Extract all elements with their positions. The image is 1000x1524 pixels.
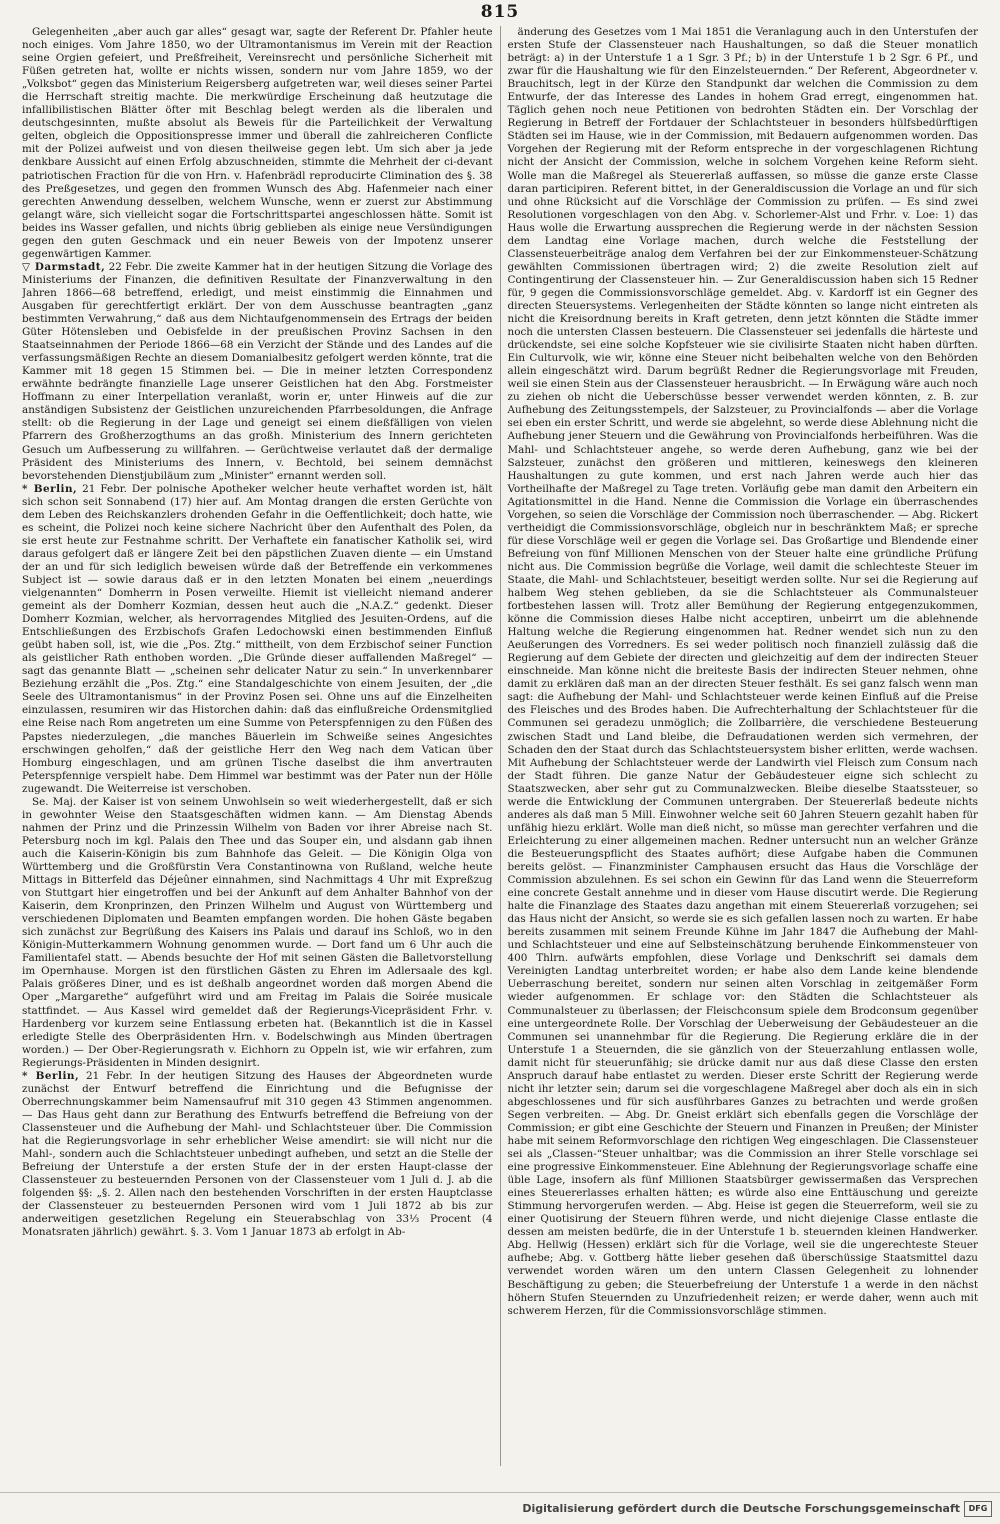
dateline-place: * Berlin, (22, 482, 78, 495)
article-paragraph (22, 261, 493, 483)
left-column (22, 26, 501, 1466)
paragraph-text: 22 Febr. Die zweite Kammer hat in der heutigen Sitzung die Vorlage des Ministeriums der Finanzen, die definitiven Resultate der Finanzverwaltung in den Jahren 1866—68 betreffend, erledigt, und meist einstimmig die Einnahmen und Ausgaben für gerechtfertigt erklärt. Der von dem Ausschusse beantragten „ganz bestimmten Verwahrung,“ daß aus dem Nichtaufgenommensein des Ertrags der beiden Güter Hötensleben und Oebisfelde in der preußischen Provinz Sachsen in den Staatseinnahmen der Periode 1866—68 ein Verzicht der Stände und des Landes auf die verfassungsmäßigen Rechte an diesem Domanialbesitz gefolgert werden könnte, trat die Kammer mit 18 gegen 15 Stimmen bei. — Die in meiner letzten Correspondenz erwähnte bedrängte finanzielle Lage unserer Geistlichen hat den Abg. Forstmeister Hoffmann zu einer Interpellation veranlaßt, worin er, unter Hinweis auf die zur anständigen Subsistenz der Geistlichen unzureichenden Pfarrbesoldungen, die Anfrage stellt: ob die Regierung in der Lage und geneigt sei einem dießfälligen von vielen Pfarrern des Großherzogthums an das großh. Ministerium des Innern gerichteten Gesuch um Aufbesserung zu willfahren. — Gerüchtweise verlautet daß der dermalige Präsident des Ministeriums des Innern, v. Bechtold, bei seinem demnächst bevorstehenden Dienstjubiläum zum „Minister“ ernannt werden soll. (22, 260, 493, 482)
footer (0, 1492, 1000, 1524)
article-paragraph (22, 1070, 493, 1240)
article-columns (22, 26, 978, 1466)
paragraph-text: änderung des Gesetzes vom 1 Mai 1851 die Veranlagung auch in den Unterstufen der ersten Stufe der Classensteuer nach Haushaltungen, so daß die Steuer monatlich beträgt: a) in der Unterstufe 1 a 1 Sgr. 3 Pf.; b) in der Unterstufe 1 b 2 Sgr. 6 Pf., und zwar für die Haushaltung wie für den Einzelsteuernden.“ Der Referent, Abgeordneter v. Brauchitsch, legt in der Kürze den Standpunkt dar welchen die Commission zu dem Entwurfe, der das Interesse des Landes in hohem Grad erregt, eingenommen hat. Täglich gehen noch neue Petitionen von bedrohten Städten ein. Der Vorschlag der Regierung in Betreff der Fortdauer der Schlachtsteuer in besonders hülfsbedürftigen Städten sei im Hause, wie in der Commission, mit Bedauern aufgenommen worden. Das Vorgehen der Regierung mit der Reform entspreche in der vorgeschlagenen Richtung nicht der Ansicht der Commission, welche in solchem Vorgehen keine Reform sieht. Wolle man die Maßregel als Steuererlaß auffassen, so müsse die ganze erste Classe daran participiren. Referent bittet, in der Generaldiscussion die Vorlage an und für sich und ohne Rücksicht auf die Vorschläge der Commission zu prüfen. — Es sind zwei Resolutionen vorgeschlagen von den Abg. v. Schorlemer-Alst und Frhr. v. Loe: 1) das Haus wolle die Erwartung aussprechen die Regierung werde in der nächsten Session dem Landtag eine Vorlage machen, durch welche die Feststellung der Classensteuerbeiträge analog dem Verfahren bei der zur Einkommensteuer-Schätzung gewählten Commissionen übertragen wird; 2) die zweite Resolution zielt auf Contingentirung der Classensteuer hin. — Zur Generaldiscussion haben sich 15 Redner für, 9 gegen die Commissionsvorschläge gemeldet. Abg. v. Kardorff ist ein Gegner des directen Steuersystems. Verlegenheiten der Städte könnten so lange nicht eintreten als nicht die Kreisordnung bereits in Kraft getreten, denn jetzt könnten die Städte immer noch die untersten Classen besteuern. Die Classensteuer sei jedenfalls die härteste und drückendste, sei eine solche Kopfsteuer wie sie civilisirte Staaten nicht haben dürften. Ein Culturvolk, wie wir, könne eine Steuer nicht beibehalten welche von den Behörden allein eingeschätzt wird. Darum begrüßt Redner die Regierungsvorlage mit Freuden, weil sie einen Stein aus der Classensteuer herausbricht. — In Erwägung wäre auch noch zu ziehen ob nicht die Ueberschüsse besser verwendet werden könnten, z. B. zur Aufhebung des Zeitungsstempels, der Salzsteuer, zu Provincialfonds — aber die Vorlage sei eben ein erster Schritt, und werde sie abgelehnt, so werde diese Ablehnung nicht die Aufhebung jener Steuern und die Gewährung von Provincialfonds herbeiführen. Was die Mahl- und Schlachtsteuer angehe, so werde deren Aufhebung, ganz wie bei der Salzsteuer, zunächst den größeren und mittleren, keineswegs den kleineren Haushaltungen zu gute kommen, und erst nach Jahren werde auch hier das Vortheilhafte der Maßregel zu Tage treten. Vorläufig gebe man damit den Arbeitern ein Agitationsmittel in die Hand. Nenne die Commission die Vorlage ein überraschendes Vorgehen, so seien die Vorschläge der Commission noch überraschender. — Abg. Rickert vertheidigt die Commissionsvorschläge, obgleich nur in beschränktem Maß; er spreche für diese Vorschläge weil er gegen die Vorlage sei. Das Großartige und Blendende einer Befreiung von fünf Millionen Menschen von der Steuer halte eine gründliche Prüfung nicht aus. Die Commission begrüße die Vorlage, weil damit die schlechteste Steuer im Staate, die Mahl- und Schlachtsteuer, beseitigt werden sollte. Nur sei die Regierung auf halbem Weg stehen geblieben, da sie die Schlachtsteuer als Communalsteuer fortbestehen lassen will. Trotz aller Bemühung der Regierung entgegenzukommen, könne die Commission dieses Halbe nicht acceptiren, unbeirrt um die ablehnende Haltung welche die Regierung eingenommen hat. Redner wendet sich nun zu den Aeußerungen des Vorredners. Es sei weder politisch noch finanziell zulässig daß die Regierung auf dem Gebiete der directen und gleichzeitig auf dem der indirecten Steuer einschneide. Man könne nicht die breiteste Basis der indirecten Steuer nehmen, ohne damit zu erklären daß man an der directen Steuer festhält. Es sei ganz falsch wenn man sagt: die Aufhebung der Mahl- und Schlachtsteuer werde keinen Einfluß auf die Preise des Fleisches und des Brodes haben. Die Aufrechterhaltung der Schlachtsteuer für die Communen sei geradezu unmöglich; die Zollbarrière, die verschiedene Besteuerung zwischen Stadt und Land bleibe, die Defraudationen werden sich vermehren, der Schaden den der Staat durch das Schlachtsteuersystem bisher erlitten, werde wachsen. Mit Aufhebung der Schlachtsteuer werde der Landwirth viel Fleisch zum Consum nach der Stadt führen. Die ganze Natur der Gebäudesteuer eigne sich schlecht zu Staatszwecken, aber sehr gut zu Communalzwecken. Bleibe dieselbe Staatssteuer, so werde die Entwicklung der Communen untergraben. Der Steuererlaß bedeute nichts anderes als daß man 5 Mill. Einwohner welche seit 60 Jahren Steuern gezahlt haben für unfähig hiezu erklärt. Wolle man dieß nicht, so müsse man gerechter verfahren und die Erleichterung zu einer allgemeinen machen. Redner untersucht nun an welcher Gränze die Besteuerungspflicht des Staates aufhört; diese Aufgabe haben die Communen bereits gelöst. — Finanzminister Camphausen ersucht das Haus die Vorschläge der Commission abzulehnen. Es sei schon ein Gewinn für das Land wenn die Steuerreform eine concrete Gestalt annehme und in dieser vom Hause discutirt werde. Die Regierung halte die Finanzlage des Staates dazu angethan mit einem Steuererlaß vorzugehen; sei das Haus nicht der Ansicht, so werde sie es sich gefallen lassen noch zu warten. Er habe bereits zusammen mit seinem Freunde Kühne im Jahr 1847 die Aufhebung der Mahl- und Schlachtsteuer und eine auf Selbsteinschätzung beruhende Einkommensteuer von 400 Thlrn. aufwärts empfohlen, diese Vorlage und Denkschrift sei damals dem Vereinigten Landtag unterbreitet worden; er habe also dem Lande keine blendende Ueberraschung bereitet, sondern nur seinen alten Vorschlag in zeitgemäßer Form wieder aufgenommen. Er schlage vor: den Städten die Schlachtsteuer als Communalsteuer zu überlassen; der Fleischconsum spiele dem Brodconsum gegenüber eine untergeordnete Rolle. Der Vorschlag der Ueberweisung der Gebäudesteuer an die Communen sei unannehmbar für die Regierung. Die Regierung erkläre die in der Unterstufe 1 a Steuernden, die sie gänzlich von der Steuerzahlung entlassen wolle, damit nicht für steuerunfähig; sie drücke damit nur aus daß diese Classe den ersten Anspruch darauf habe entlastet zu werden. Dieser erste Schritt der Regierung werde nicht ihr letzter sein; darum sei die vorgeschlagene Maßregel aber doch als ein in sich abgeschlossenes und für sich ausführbares Ganzes zu betrachten und werde großen Segen verbreiten. — Abg. Dr. Gneist erklärt sich ebenfalls gegen die Vorschläge der Commission; er gibt eine Geschichte der Steuern und Finanzen in Preußen; der Minister habe mit seinem Reformvorschlage den richtigen Weg eingeschlagen. Die Classensteuer sei als „Classen-“Steuer unhaltbar; was die Commission an ihrer Stelle vorschlage sei eine progressive Einkommensteuer. Eine Ablehnung der Regierungsvorlage schaffe eine üble Lage, insofern als fünf Millionen Staatsbürger gewissermaßen das Versprechen eines Steuererlasses erhalten hätten; es würde also eine Enttäuschung und gereizte Stimmung hervorgerufen werden. — Abg. Heise ist gegen die Steuerreform, weil sie zu einer Quotisirung der Steuern führen werde, und nicht diejenige Classe entlaste die dessen am meisten bedürfe, die in der Unterstufe 1 b. steuernden kleinen Handwerker. Abg. Hellwig (Hessen) erklärt sich für die Vorlage, weil sie die ungerechteste Steuer aufhebe; Abg. v. Gottberg hätte lieber gesehen daß überschüssige Staatsmittel dazu verwendet worden wären um den untern Classen Gelegenheit zu lohnender Beschäftigung zu geben; die Steuerbefreiung der Unterstufe 1 a werde in den nächst höhern Stufen Steuernden zu Unzufriedenheit reizen; er werde daher, wenn auch mit schwerem Herzen, für die Commissionsvorschläge stimmen. (507, 26, 978, 1317)
page-number: 815 (480, 2, 520, 22)
paragraph-text: Se. Maj. der Kaiser ist von seinem Unwohlsein so weit wiederhergestellt, daß er sich in gewohnter Weise den Staatsgeschäften widmen kann. — Am Dienstag Abends nahmen der Prinz und die Prinzessin Wilhelm von Baden vor ihrer Abreise nach St. Petersburg noch im kgl. Palais den Thee und das Souper ein, und alsdann gab ihnen auch die Kaiserin-Königin bis zum Bahnhofe das Geleit. — Die Königin Olga von Württemberg und die Großfürstin Vera Constantinowna von Rußland, welche heute Mittags in Bitterfeld das Déjeûner einnahmen, sind Nachmittags 4 Uhr mit Expreßzug von Stuttgart hier eingetroffen und bei der Ankunft auf dem Anhalter Bahnhof von der Kaiserin, dem Kronprinzen, den Prinzen Wilhelm und August von Württemberg und verschiedenen Diplomaten und Beamten empfangen worden. Die hohen Gäste begaben sich zunächst zur Begrüßung des Kaisers ins Palais und darauf ins Schloß, wo in den Königin-Mutterkammern Wohnung genommen wurde. — Dort fand um 6 Uhr auch die Familientafel statt. — Abends besuchte der Hof mit seinen Gästen die Balletvorstellung im Opernhause. Morgen ist den fürstlichen Gästen zu Ehren im Adlersaale des kgl. Palais größeres Diner, und es ist deßhalb angeordnet worden daß morgen Abend die Oper „Margarethe“ aufgeführt wird und am Freitag im Palais die Soirée musicale stattfindet. — Aus Kassel wird gemeldet daß der Regierungs-Vicepräsident Frhr. v. Hardenberg vor kurzem seine Entlassung erbeten hat. (Bekanntlich ist die in Kassel erledigte Stelle des Oberpräsidenten Hrn. v. Bodelschwingh aus Minden übertragen worden.) — Der Ober-Regierungsrath v. Eichhorn zu Oppeln ist, wie wir erfahren, zum Regierungs-Präsidenten in Minden designirt. (22, 795, 493, 1069)
right-column (501, 26, 979, 1466)
article-paragraph (22, 26, 493, 261)
article-paragraph (22, 483, 493, 796)
article-paragraph (22, 796, 493, 1070)
dateline-place: * Berlin, (22, 1069, 80, 1082)
paragraph-text: 21 Febr. Der polnische Apotheker welcher heute verhaftet worden ist, hält sich schon seit Sonnabend (17) hier auf. Am Montag drangen die ersten Gerüchte von dem Leben des Reichskanzlers drohenden Gefahr in die Oeffentlichkeit; doch hatte, wie es scheint, die Polizei noch keine sichere Nachricht über den Aufenthalt des Polen, da sie erst heute zur Festnahme schritt. Der Verhaftete ein fanatischer Katholik sei, wird daraus gefolgert daß er längere Zeit bei den päpstlichen Zuaven diente — ein Umstand der an und für sich lediglich beweisen würde daß der Betreffende ein verkommenes Subject ist — sowie daraus daß er in den letzten Monaten bei einem „neuerdings vielgenannten“ Domherrn in Posen verweilte. Hiemit ist vielleicht niemand anderer gemeint als der Domherr Kozmian, dessen heut auch die „N.A.Z.“ gedenkt. Dieser Domherr Kozmian, welcher, als hervorragendes Mitglied des Jesuiten-Ordens, auf die Entschließungen des Erzbischofs Grafen Ledochowski einen bestimmenden Einfluß geübt haben soll, ist, wie die „Pos. Ztg.“ mittheilt, von dem Erzbischof seiner Function als geistlicher Rath enthoben worden. „Die Gründe dieser auffallenden Maßregel“ — sagt das genannte Blatt — „scheinen sehr delicater Natur zu sein.“ In unverkennbarer Beziehung erzählt die „Pos. Ztg.“ eine Standalgeschichte von einem Jesuiten, der „die Seele des Ultramontanismus“ in der Provinz Posen sei. Ohne uns auf die Einzelheiten einzulassen, resumiren wir das Historchen dahin: daß das einflußreiche Ordensmitglied eine Reise nach Rom angetreten um eine Summe von Peterspfennigen zu den Füßen des Papstes niederzulegen, „die manches Bäuerlein im Schweiße seines Angesichtes erschwingen geholfen,“ daß der geistliche Herr den Weg nach dem Vatican über Homburg eingeschlagen, und am grünen Tische daselbst die ihm anvertrauten Peterspfennige verspielt habe. Dem Himmel war bestimmt was der Pater nun der Hölle zugewandt. Die Weiterreise ist verschoben. (22, 482, 493, 795)
paragraph-text: 21 Febr. In der heutigen Sitzung des Hauses der Abgeordneten wurde zunächst der Entwurf betreffend die Einrichtung und die Befugnisse der Oberrechnungskammer beim Namensaufruf mit 310 gegen 43 Stimmen angenommen. — Das Haus geht dann zur Berathung des Entwurfs betreffend die Befreiung von der Classensteuer und die Aufhebung der Mahl- und Schlachtsteuer über. Die Commission hat die Regierungsvorlage in sehr erheblicher Weise amendirt: sie will nicht nur die Mahl-, sondern auch die Schlachtsteuer unbedingt aufheben, und setzt an die Stelle der Befreiung der Unterstufe a der ersten Stufe der in der ersten Haupt-classe der Classensteuer zu besteuernden Personen von der Classensteuer vom 1 Juli d. J. ab die folgenden §§: „§. 2. Allen nach den bestehenden Vorschriften in der ersten Hauptclasse der Classensteuer zu besteuernden Personen wird vom 1 Juli 1872 ab bis zur anderweitigen gesetzlichen Regelung ein Steuerabschlag von 33⅓ Procent (4 Monatsraten jährlich) gewährt. §. 3. Vom 1 Januar 1873 ab erfolgt in Ab- (22, 1069, 493, 1239)
digitization-credit: Digitalisierung gefördert durch die Deutsche Forschungsgemeinschaft (522, 1502, 960, 1515)
article-paragraph (508, 26, 979, 1318)
dateline-place: ▽ Darmstadt, (22, 260, 106, 273)
footer-rule (0, 1492, 1000, 1493)
paragraph-text: Gelegenheiten „aber auch gar alles“ gesagt war, sagte der Referent Dr. Pfahler heute noch einiges. Vom Jahre 1850, wo der Ultramontanismus im Verein mit der Reaction seine Orgien gefeiert, und Preßfreiheit, Vereinsrecht und persönliche Sicherheit mit Füßen getreten hat, wollte er nichts wissen, sondern nur vom Jahre 1859, wo der „Volksbot“ gegen das Ministerium Reigersberg aufgetreten war, weil dieses seiner Partei die Herrschaft streitig machte. Die merkwürdige Erscheinung daß heutzutage die infallibilistischen Blätter öfter mit Beschlag belegt werden als die liberalen und deutschgesinnten, mußte absolut als Beweis für die Parteilichkeit der Verwaltung gelten, obgleich die Oppositionspresse immer und überall die zahlreicheren Conflicte mit der Polizei aufweist und von diesen theilweise gegen lebt. Um sich aber ja jede denkbare Aussicht auf einen Erfolg abzuschneiden, stimmte die Mehrheit der ci-devant patriotischen Fraction für die von Hrn. v. Hafenbrädl reproducirte Climination des §. 38 des Preßgesetzes, und gegen den frommen Wunsch des Abg. Hafenmeier nach einer gerechten Anwendung desselben, welchem Wunsche, wenn er zuerst zur Abstimmung gelangt wäre, sich vielleicht sogar die Fortschrittspartei angeschlossen hätte. Somit ist beides ins Wasser gefallen, und nichts übrig geblieben als einige neue Versündigungen gegen den guten Geschmack und ein neuer Beweis von der Impotenz unserer gegenwärtigen Kammer. (22, 26, 493, 260)
dfg-logo-icon: DFG (964, 1501, 992, 1517)
